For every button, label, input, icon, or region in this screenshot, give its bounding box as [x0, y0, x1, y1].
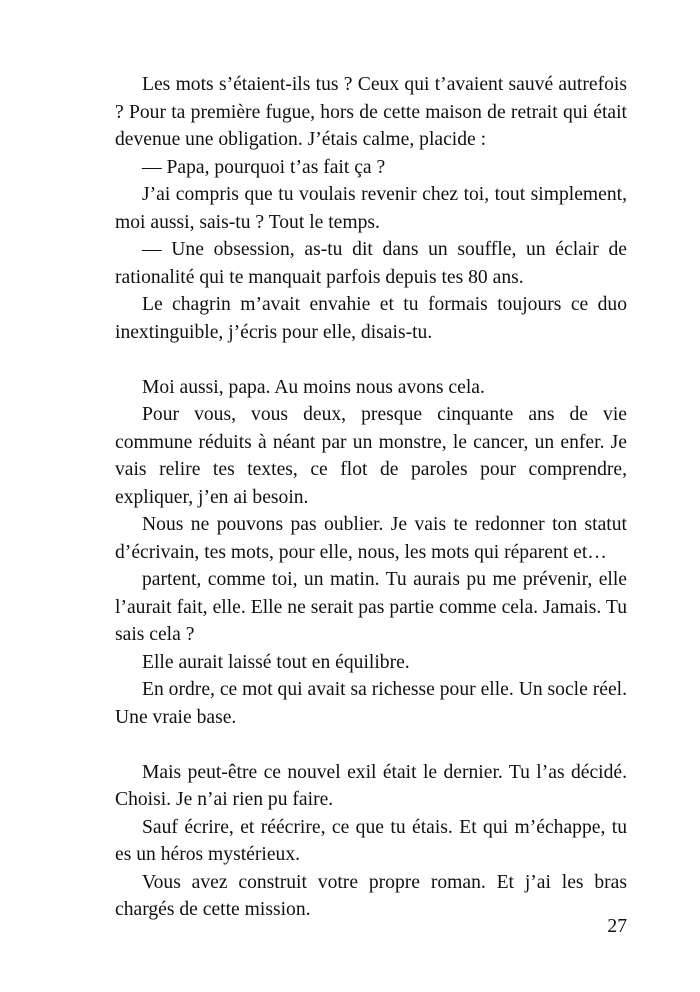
paragraph: Sauf écrire, et réécrire, ce que tu étais. Et qui m’échappe, tu es un héros mystérieux.	[115, 816, 627, 865]
paragraph: Les mots s’étaient-ils tus ? Ceux qui t’avaient sauvé autrefois ? Pour ta première fugue, hors de cette maison de retrait qui était devenue une obligation. J’étais calme, placide :	[115, 74, 627, 150]
paragraph: Moi aussi, papa. Au moins nous avons cela.	[142, 376, 485, 398]
paragraph: En ordre, ce mot qui avait sa richesse pour elle. Un socle réel. Une vraie base.	[115, 679, 627, 728]
section-break	[115, 346, 627, 374]
page-number: 27	[607, 916, 627, 937]
paragraph: Vous avez construit votre propre roman. Et j’ai les bras chargés de cette mission.	[115, 871, 627, 920]
paragraph: J’ai compris que tu voulais revenir chez toi, tout simplement, moi aussi, sais-tu ? Tout le temps.	[115, 184, 627, 233]
page-body	[115, 71, 627, 924]
paragraph: Nous ne pouvons pas oublier. Je vais te redonner ton statut d’écrivain, tes mots, pour elle, nous, les mots qui réparent et…	[115, 514, 627, 563]
section-break	[115, 731, 627, 759]
paragraph: Le chagrin m’avait envahie et tu formais toujours ce duo inextinguible, j’écris pour elle, disais-tu.	[115, 294, 627, 343]
paragraph: — Papa, pourquoi t’as fait ça ?	[142, 156, 386, 178]
paragraph: — Une obsession, as-tu dit dans un souffle, un éclair de rationalité qui te manquait parfois depuis tes 80 ans.	[115, 239, 627, 288]
paragraph: partent, comme toi, un matin. Tu aurais pu me prévenir, elle l’aurait fait, elle. Elle ne serait pas partie comme cela. Jamais. Tu sais cela ?	[115, 569, 627, 645]
paragraph: Mais peut-être ce nouvel exil était le dernier. Tu l’as décidé. Choisi. Je n’ai rien pu faire.	[115, 761, 627, 810]
paragraph: Elle aurait laissé tout en équilibre.	[142, 651, 410, 673]
paragraph: Pour vous, vous deux, presque cinquante ans de vie commune réduits à néant par un monstre, le cancer, un enfer. Je vais relire tes textes, ce flot de paroles pour comprendre, expliquer, j’en ai besoin.	[115, 404, 627, 508]
